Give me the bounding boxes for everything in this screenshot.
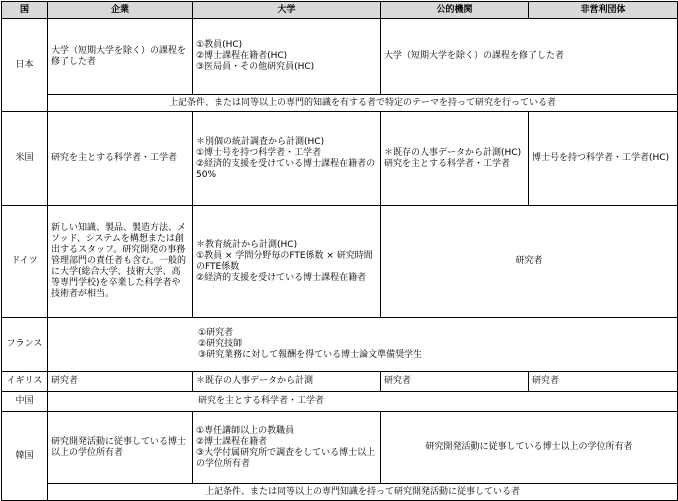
japan-public-nonprofit: 大学（短期大学を除く）の課程を修了した者 bbox=[381, 19, 678, 95]
country-japan: 日本 bbox=[2, 19, 48, 112]
japan-company: 大学（短期大学を除く）の課程を修了した者 bbox=[48, 19, 193, 95]
header-row bbox=[2, 2, 678, 19]
header-nonprofit: 非営利団体 bbox=[529, 2, 678, 19]
germany-company: 新しい知識、製品、製造方法、メソッド、システムを構想または創出するスタッフ。研究開発の事務管理部門の責任者も含む。一般的に大学(総合大学、技術大学、高等専門学校)を卒業した科学者や技術者が相当。 bbox=[48, 206, 193, 318]
france-all: ①研究者 ②研究技師 ③研究業務に対して報酬を得ている博士論文準備奨学生 bbox=[48, 318, 678, 372]
country-china: 中国 bbox=[2, 392, 48, 412]
country-uk: イギリス bbox=[2, 372, 48, 392]
row-usa bbox=[2, 112, 678, 206]
country-germany: ドイツ bbox=[2, 206, 48, 318]
row-uk bbox=[2, 372, 678, 392]
korea-university: ①専任講師以上の教職員 ②博士課程在籍者 ③大学付属研究所で調査をしている博士以上の学位所有者 bbox=[193, 412, 381, 484]
header-public-institution: 公的機関 bbox=[381, 2, 529, 19]
country-france: フランス bbox=[2, 318, 48, 372]
japan-note: 上記条件、または同等以上の専門的知識を有する者で特定のテーマを持って研究を行っている者 bbox=[48, 95, 678, 112]
germany-public-nonprofit: 研究者 bbox=[381, 206, 678, 318]
header-company: 企業 bbox=[48, 2, 193, 19]
row-japan-note bbox=[2, 95, 678, 112]
uk-company: 研究者 bbox=[48, 372, 193, 392]
header-country: 国 bbox=[2, 2, 48, 19]
korea-note: 上記条件、または同等以上の専門知識を持って研究開発活動に従事している者 bbox=[48, 484, 678, 501]
row-china bbox=[2, 392, 678, 412]
usa-university: ＊別個の統計調査から計測(HC) ①博士号を持つ科学者・工学者 ②経済的支援を受けている博士課程在籍者の50% bbox=[193, 112, 381, 206]
usa-public: ＊既存の人事データから計測(HC) 研究を主とする科学者・工学者 bbox=[381, 112, 529, 206]
korea-public-nonprofit: 研究開発活動に従事している博士以上の学位所有者 bbox=[381, 412, 678, 484]
uk-public: 研究者 bbox=[381, 372, 529, 392]
usa-company: 研究を主とする科学者・工学者 bbox=[48, 112, 193, 206]
uk-university: ＊既存の人事データから計測 bbox=[193, 372, 381, 392]
korea-company: 研究開発活動に従事している博士以上の学位所有者 bbox=[48, 412, 193, 484]
country-korea: 韓国 bbox=[2, 412, 48, 501]
usa-nonprofit: 博士号を持つ科学者・工学者(HC) bbox=[529, 112, 678, 206]
row-korea-note bbox=[2, 484, 678, 501]
germany-university: ＊教育統計から計測(HC) ①教員 × 学問分野毎のFTE係数 × 研究時間のFTE係数 ②経済的支援を受けている博士課程在籍者 bbox=[193, 206, 381, 318]
uk-nonprofit: 研究者 bbox=[529, 372, 678, 392]
china-all: 研究を主とする科学者・工学者 bbox=[48, 392, 678, 412]
row-germany bbox=[2, 206, 678, 318]
japan-university: ①教員(HC) ②博士課程在籍者(HC) ③医局員・その他研究員(HC) bbox=[193, 19, 381, 95]
country-usa: 米国 bbox=[2, 112, 48, 206]
row-japan bbox=[2, 19, 678, 95]
researcher-definition-table bbox=[1, 1, 678, 501]
header-university: 大学 bbox=[193, 2, 381, 19]
row-korea bbox=[2, 412, 678, 484]
row-france bbox=[2, 318, 678, 372]
